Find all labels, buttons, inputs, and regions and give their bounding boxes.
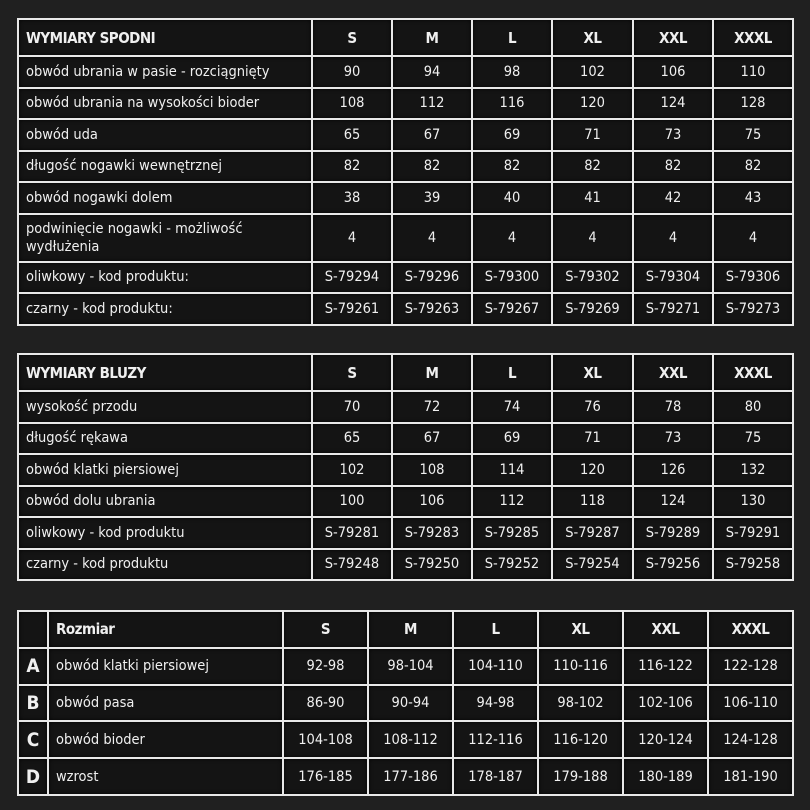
size-header: L bbox=[472, 354, 552, 391]
size-header: XXXL bbox=[713, 354, 793, 391]
cell: 39 bbox=[392, 182, 472, 214]
cell: S-79248 bbox=[312, 549, 392, 581]
row-label: obwód bioder bbox=[48, 721, 283, 758]
size-header: XXL bbox=[633, 19, 713, 56]
cell: 76 bbox=[552, 391, 633, 423]
size-header: M bbox=[368, 611, 453, 648]
cell: 106 bbox=[392, 486, 472, 518]
cell: 75 bbox=[713, 119, 793, 151]
cell: 82 bbox=[633, 151, 713, 183]
cell: 116-120 bbox=[538, 721, 623, 758]
row-label: oliwkowy - kod produktu: bbox=[18, 262, 312, 294]
cell: 67 bbox=[392, 423, 472, 455]
cell: 75 bbox=[713, 423, 793, 455]
size-header: S bbox=[283, 611, 368, 648]
row-label: czarny - kod produktu bbox=[18, 549, 312, 581]
cell: 43 bbox=[713, 182, 793, 214]
cell: 112 bbox=[392, 88, 472, 120]
cell: 116-122 bbox=[623, 648, 708, 685]
cell: 110-116 bbox=[538, 648, 623, 685]
hoodie-size-table bbox=[17, 353, 794, 581]
row-label: podwinięcie nogawki - możliwość wydłużenia bbox=[18, 214, 312, 262]
cell: 4 bbox=[713, 214, 793, 262]
size-header: XL bbox=[538, 611, 623, 648]
cell: S-79294 bbox=[312, 262, 392, 294]
size-header: M bbox=[392, 354, 472, 391]
cell: 70 bbox=[312, 391, 392, 423]
cell: 108-112 bbox=[368, 721, 453, 758]
cell: 104-110 bbox=[453, 648, 538, 685]
row-label: obwód klatki piersiowej bbox=[48, 648, 283, 685]
cell: 177-186 bbox=[368, 758, 453, 795]
size-header: M bbox=[392, 19, 472, 56]
cell: S-79261 bbox=[312, 293, 392, 325]
cell: 72 bbox=[392, 391, 472, 423]
table-title: WYMIARY SPODNI bbox=[18, 19, 312, 56]
size-header: XL bbox=[552, 354, 633, 391]
cell: 94-98 bbox=[453, 685, 538, 722]
body-size-table bbox=[17, 610, 794, 796]
cell: 126 bbox=[633, 454, 713, 486]
cell: 92-98 bbox=[283, 648, 368, 685]
cell: S-79256 bbox=[633, 549, 713, 581]
cell: 112-116 bbox=[453, 721, 538, 758]
cell: 118 bbox=[552, 486, 633, 518]
size-header: XXL bbox=[633, 354, 713, 391]
cell: 71 bbox=[552, 119, 633, 151]
cell: 82 bbox=[312, 151, 392, 183]
size-header: L bbox=[453, 611, 538, 648]
cell: 120 bbox=[552, 454, 633, 486]
row-label: obwód uda bbox=[18, 119, 312, 151]
cell: 179-188 bbox=[538, 758, 623, 795]
pants-size-table bbox=[17, 18, 794, 326]
cell: 98 bbox=[472, 56, 552, 88]
cell: S-79263 bbox=[392, 293, 472, 325]
row-label: czarny - kod produktu: bbox=[18, 293, 312, 325]
cell: 124 bbox=[633, 88, 713, 120]
cell: 100 bbox=[312, 486, 392, 518]
cell: 180-189 bbox=[623, 758, 708, 795]
cell: 71 bbox=[552, 423, 633, 455]
size-header: XL bbox=[552, 19, 633, 56]
cell: 102-106 bbox=[623, 685, 708, 722]
cell: 74 bbox=[472, 391, 552, 423]
cell: S-79254 bbox=[552, 549, 633, 581]
cell: 102 bbox=[312, 454, 392, 486]
table-header-row bbox=[18, 19, 793, 56]
row-label: wysokość przodu bbox=[18, 391, 312, 423]
table-row bbox=[18, 685, 793, 722]
table-row bbox=[18, 549, 793, 581]
cell: 124 bbox=[633, 486, 713, 518]
row-label: obwód ubrania na wysokości bioder bbox=[18, 88, 312, 120]
cell: 106-110 bbox=[708, 685, 793, 722]
cell: 78 bbox=[633, 391, 713, 423]
cell: 178-187 bbox=[453, 758, 538, 795]
cell: 98-102 bbox=[538, 685, 623, 722]
cell: 86-90 bbox=[283, 685, 368, 722]
row-label: obwód pasa bbox=[48, 685, 283, 722]
cell: S-79281 bbox=[312, 517, 392, 549]
cell: 90-94 bbox=[368, 685, 453, 722]
cell: 42 bbox=[633, 182, 713, 214]
row-label: obwód klatki piersiowej bbox=[18, 454, 312, 486]
cell: 108 bbox=[312, 88, 392, 120]
row-letter: C bbox=[18, 721, 48, 758]
cell: 69 bbox=[472, 119, 552, 151]
cell: S-79267 bbox=[472, 293, 552, 325]
table-row bbox=[18, 182, 793, 214]
size-header: S bbox=[312, 354, 392, 391]
cell: S-79302 bbox=[552, 262, 633, 294]
cell: 110 bbox=[713, 56, 793, 88]
row-label: obwód nogawki dolem bbox=[18, 182, 312, 214]
cell: 120-124 bbox=[623, 721, 708, 758]
cell: S-79258 bbox=[713, 549, 793, 581]
table-row bbox=[18, 391, 793, 423]
empty-corner-cell bbox=[18, 611, 48, 648]
row-letter: A bbox=[18, 648, 48, 685]
cell: S-79273 bbox=[713, 293, 793, 325]
table-row bbox=[18, 88, 793, 120]
cell: 124-128 bbox=[708, 721, 793, 758]
table-row bbox=[18, 517, 793, 549]
cell: 4 bbox=[472, 214, 552, 262]
table-row bbox=[18, 56, 793, 88]
table-row bbox=[18, 454, 793, 486]
size-header: L bbox=[472, 19, 552, 56]
row-letter: D bbox=[18, 758, 48, 795]
cell: 82 bbox=[472, 151, 552, 183]
cell: 176-185 bbox=[283, 758, 368, 795]
cell: 4 bbox=[633, 214, 713, 262]
cell: S-79271 bbox=[633, 293, 713, 325]
cell: 67 bbox=[392, 119, 472, 151]
cell: S-79287 bbox=[552, 517, 633, 549]
cell: 4 bbox=[312, 214, 392, 262]
cell: 65 bbox=[312, 423, 392, 455]
cell: 130 bbox=[713, 486, 793, 518]
cell: S-79306 bbox=[713, 262, 793, 294]
cell: S-79252 bbox=[472, 549, 552, 581]
cell: 90 bbox=[312, 56, 392, 88]
table-row bbox=[18, 423, 793, 455]
cell: S-79269 bbox=[552, 293, 633, 325]
table-row bbox=[18, 119, 793, 151]
cell: S-79289 bbox=[633, 517, 713, 549]
table-row bbox=[18, 214, 793, 262]
table-row bbox=[18, 721, 793, 758]
cell: 41 bbox=[552, 182, 633, 214]
size-header: XXXL bbox=[713, 19, 793, 56]
cell: 122-128 bbox=[708, 648, 793, 685]
cell: 114 bbox=[472, 454, 552, 486]
size-header: S bbox=[312, 19, 392, 56]
row-label: obwód ubrania w pasie - rozciągnięty bbox=[18, 56, 312, 88]
table-title: Rozmiar bbox=[48, 611, 283, 648]
cell: 106 bbox=[633, 56, 713, 88]
cell: S-79300 bbox=[472, 262, 552, 294]
cell: 116 bbox=[472, 88, 552, 120]
cell: S-79285 bbox=[472, 517, 552, 549]
cell: 40 bbox=[472, 182, 552, 214]
cell: 65 bbox=[312, 119, 392, 151]
cell: 102 bbox=[552, 56, 633, 88]
table-row bbox=[18, 648, 793, 685]
cell: S-79250 bbox=[392, 549, 472, 581]
table-row bbox=[18, 758, 793, 795]
table-header-row bbox=[18, 354, 793, 391]
table-row bbox=[18, 262, 793, 294]
table-title: WYMIARY BLUZY bbox=[18, 354, 312, 391]
row-letter: B bbox=[18, 685, 48, 722]
cell: S-79304 bbox=[633, 262, 713, 294]
cell: 82 bbox=[552, 151, 633, 183]
cell: 38 bbox=[312, 182, 392, 214]
cell: 73 bbox=[633, 423, 713, 455]
cell: 4 bbox=[552, 214, 633, 262]
row-label: oliwkowy - kod produktu bbox=[18, 517, 312, 549]
cell: 132 bbox=[713, 454, 793, 486]
cell: 108 bbox=[392, 454, 472, 486]
table-row bbox=[18, 293, 793, 325]
table-row bbox=[18, 151, 793, 183]
table-header-row bbox=[18, 611, 793, 648]
cell: 181-190 bbox=[708, 758, 793, 795]
cell: 120 bbox=[552, 88, 633, 120]
cell: 4 bbox=[392, 214, 472, 262]
cell: 94 bbox=[392, 56, 472, 88]
cell: 82 bbox=[713, 151, 793, 183]
cell: S-79296 bbox=[392, 262, 472, 294]
row-label: długość nogawki wewnętrznej bbox=[18, 151, 312, 183]
row-label: wzrost bbox=[48, 758, 283, 795]
cell: 98-104 bbox=[368, 648, 453, 685]
cell: S-79291 bbox=[713, 517, 793, 549]
row-label: długość rękawa bbox=[18, 423, 312, 455]
size-header: XXXL bbox=[708, 611, 793, 648]
cell: 128 bbox=[713, 88, 793, 120]
cell: 73 bbox=[633, 119, 713, 151]
cell: 69 bbox=[472, 423, 552, 455]
row-label: obwód dolu ubrania bbox=[18, 486, 312, 518]
cell: 80 bbox=[713, 391, 793, 423]
cell: S-79283 bbox=[392, 517, 472, 549]
cell: 104-108 bbox=[283, 721, 368, 758]
cell: 112 bbox=[472, 486, 552, 518]
size-header: XXL bbox=[623, 611, 708, 648]
table-row bbox=[18, 486, 793, 518]
cell: 82 bbox=[392, 151, 472, 183]
